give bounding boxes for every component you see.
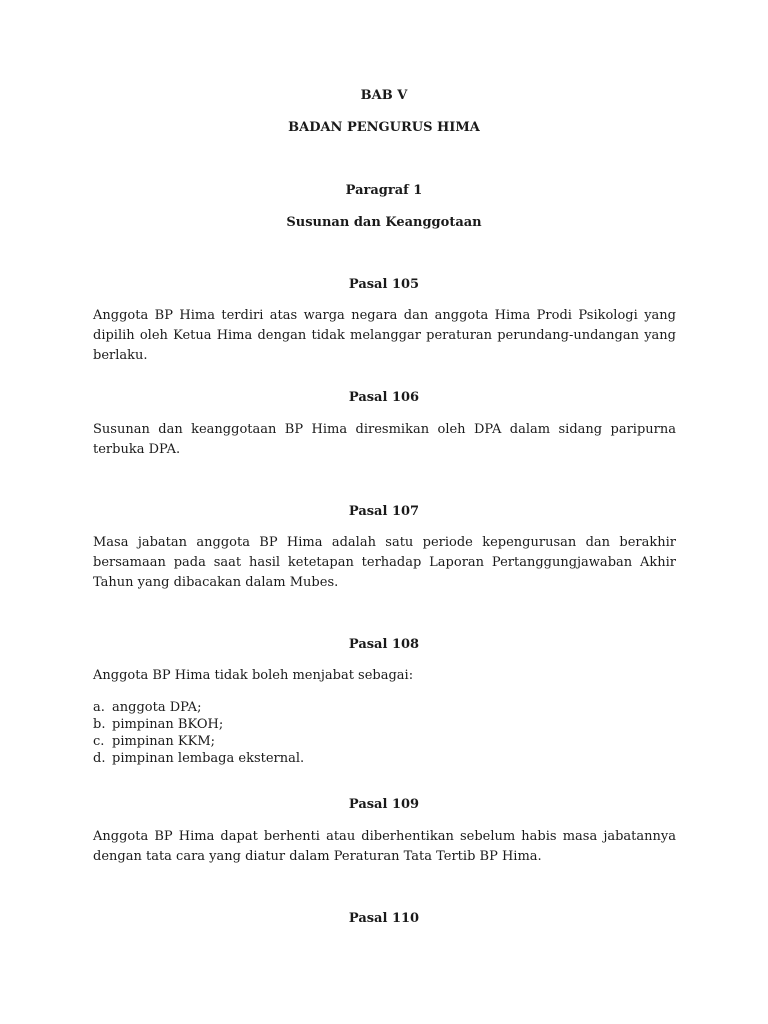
paragraph-title: Susunan dan Keanggotaan xyxy=(286,215,482,230)
article-text-105: Anggota BP Hima terdiri atas warga negara dan anggota Hima Prodi Psikologi yang dipilih oleh Ketua Hima dengan tidak melanggar peraturan perundang-undangan yang berlaku. xyxy=(93,308,676,363)
list-item xyxy=(93,733,676,750)
article-heading-105: Pasal 105 xyxy=(348,277,420,292)
article-108-list xyxy=(93,699,676,767)
list-item xyxy=(93,699,676,716)
list-item-text: pimpinan KKM; xyxy=(112,734,216,749)
list-item-text: anggota DPA; xyxy=(112,700,202,715)
chapter-heading: BAB V xyxy=(360,88,408,103)
list-marker: d. xyxy=(93,751,106,766)
list-item xyxy=(93,716,676,733)
article-heading-107: Pasal 107 xyxy=(348,504,420,519)
chapter-title: BADAN PENGURUS HIMA xyxy=(288,120,480,135)
article-text-106: Susunan dan keanggotaan BP Hima diresmikan oleh DPA dalam sidang paripurna terbuka DPA. xyxy=(93,422,676,457)
list-marker: b. xyxy=(93,717,106,732)
list-item-text: pimpinan BKOH; xyxy=(112,717,224,732)
list-marker: a. xyxy=(93,700,105,715)
list-marker: c. xyxy=(93,734,105,749)
article-heading-106: Pasal 106 xyxy=(348,390,420,405)
article-text-107: Masa jabatan anggota BP Hima adalah satu periode kepengurusan dan berakhir bersamaan pada saat hasil ketetapan terhadap Laporan Pertanggungjawaban Akhir Tahun yang dibacakan dalam Mubes. xyxy=(93,535,676,590)
list-item-text: pimpinan lembaga eksternal. xyxy=(112,751,305,766)
article-heading-110: Pasal 110 xyxy=(348,911,420,926)
article-heading-109: Pasal 109 xyxy=(348,797,420,812)
paragraph-heading: Paragraf 1 xyxy=(345,183,423,198)
list-item xyxy=(93,750,676,767)
article-text-109: Anggota BP Hima dapat berhenti atau diberhentikan sebelum habis masa jabatannya dengan tata cara yang diatur dalam Peraturan Tata Tertib BP Hima. xyxy=(93,829,676,864)
article-text-108: Anggota BP Hima tidak boleh menjabat sebagai: xyxy=(93,668,414,683)
article-heading-108: Pasal 108 xyxy=(348,637,420,652)
